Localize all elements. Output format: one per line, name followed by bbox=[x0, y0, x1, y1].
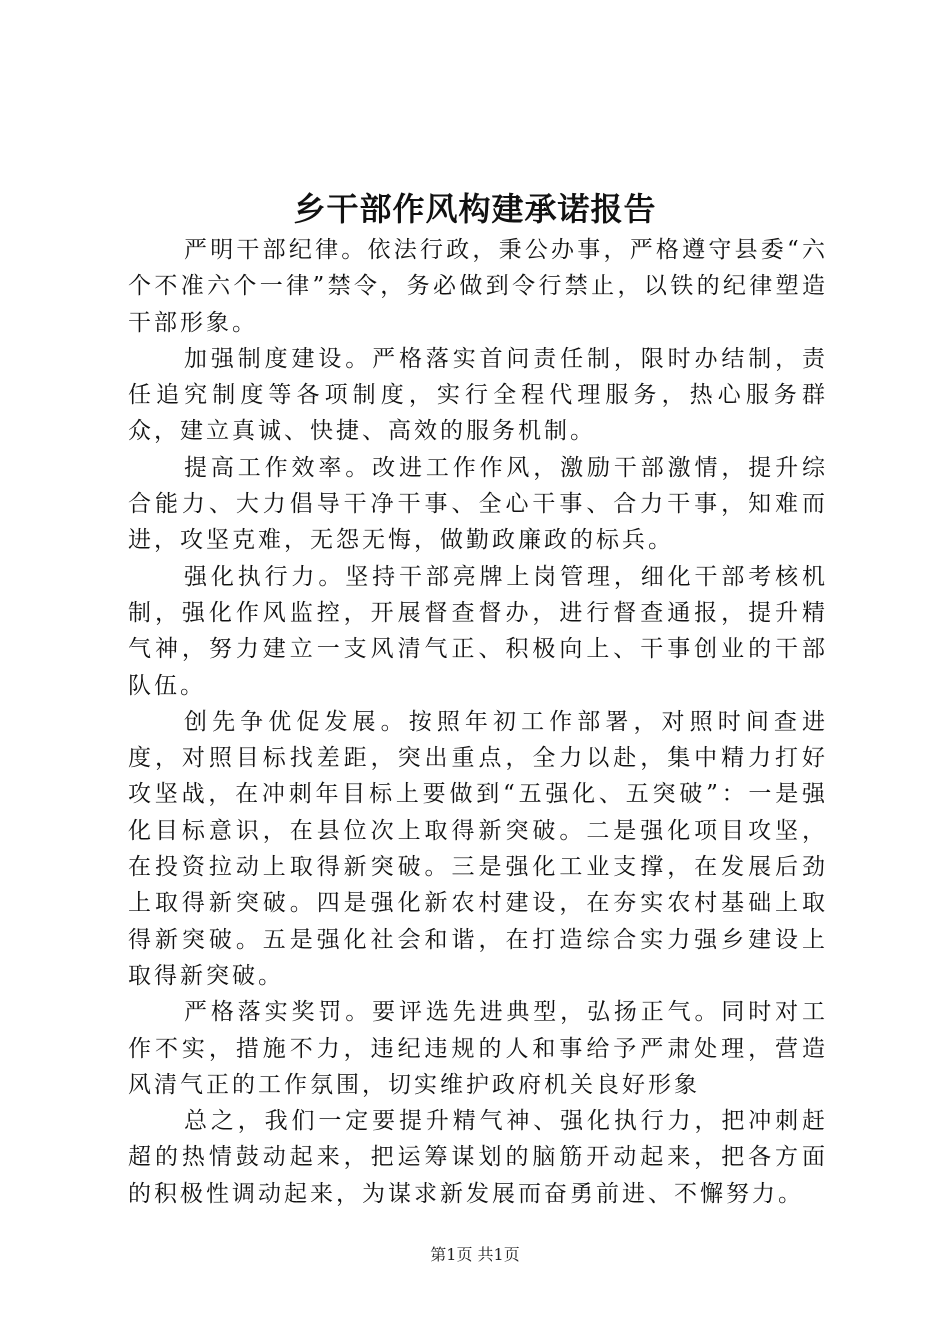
paragraph-efficiency: 提高工作效率。改进工作作风，激励干部激情，提升综合能力、大力倡导干净干事、全心干事、合力干事，知难而进，攻坚克难，无怨无悔，做勤政廉政的标兵。 bbox=[128, 454, 828, 554]
paragraph-conclusion: 总之，我们一定要提升精气神、强化执行力，把冲刺赶超的热情鼓动起来，把运筹谋划的脑筋开动起来，把各方面的积极性调动起来，为谋求新发展而奋勇前进、不懈努力。 bbox=[128, 1108, 828, 1207]
paragraph-rewards-penalties: 严格落实奖罚。要评选先进典型，弘扬正气。同时对工作不实，措施不力，违纪违规的人和事给予严肃处理，营造风清气正的工作氛围，切实维护政府机关良好形象 bbox=[128, 999, 828, 1098]
paragraph-execution: 强化执行力。坚持干部亮牌上岗管理，细化干部考核机制，强化作风监控，开展督查督办，进行督查通报，提升精气神，努力建立一支风清气正、积极向上、干事创业的干部队伍。 bbox=[128, 563, 828, 699]
paragraph-discipline: 严明干部纪律。依法行政，秉公办事，严格遵守县委“六个不准六个一律”禁令，务必做到令行禁止，以铁的纪律塑造干部形象。 bbox=[128, 237, 828, 336]
paragraph-system-building: 加强制度建设。严格落实首问责任制，限时办结制，责任追究制度等各项制度，实行全程代理服务，热心服务群众，建立真诚、快捷、高效的服务机制。 bbox=[128, 345, 828, 445]
document-title: 乡干部作风构建承诺报告 bbox=[293, 190, 657, 228]
document-body bbox=[128, 232, 828, 1212]
page-number-footer: 第1页 共1页 bbox=[430, 1245, 520, 1264]
paragraph-development: 创先争优促发展。按照年初工作部署，对照时间查进度，对照目标找差距，突出重点，全力以赴，集中精力打好攻坚战，在冲刺年目标上要做到“五强化、五突破”：一是强化目标意识，在县位次上取得新突破。二是强化项目攻坚，在投资拉动上取得新突破。三是强化工业支撑，在发展后劲上取得新突破。四是强化新农村建设，在夯实农村基础上取得新突破。五是强化社会和谐，在打造综合实力强乡建设上取得新突破。 bbox=[128, 708, 828, 989]
